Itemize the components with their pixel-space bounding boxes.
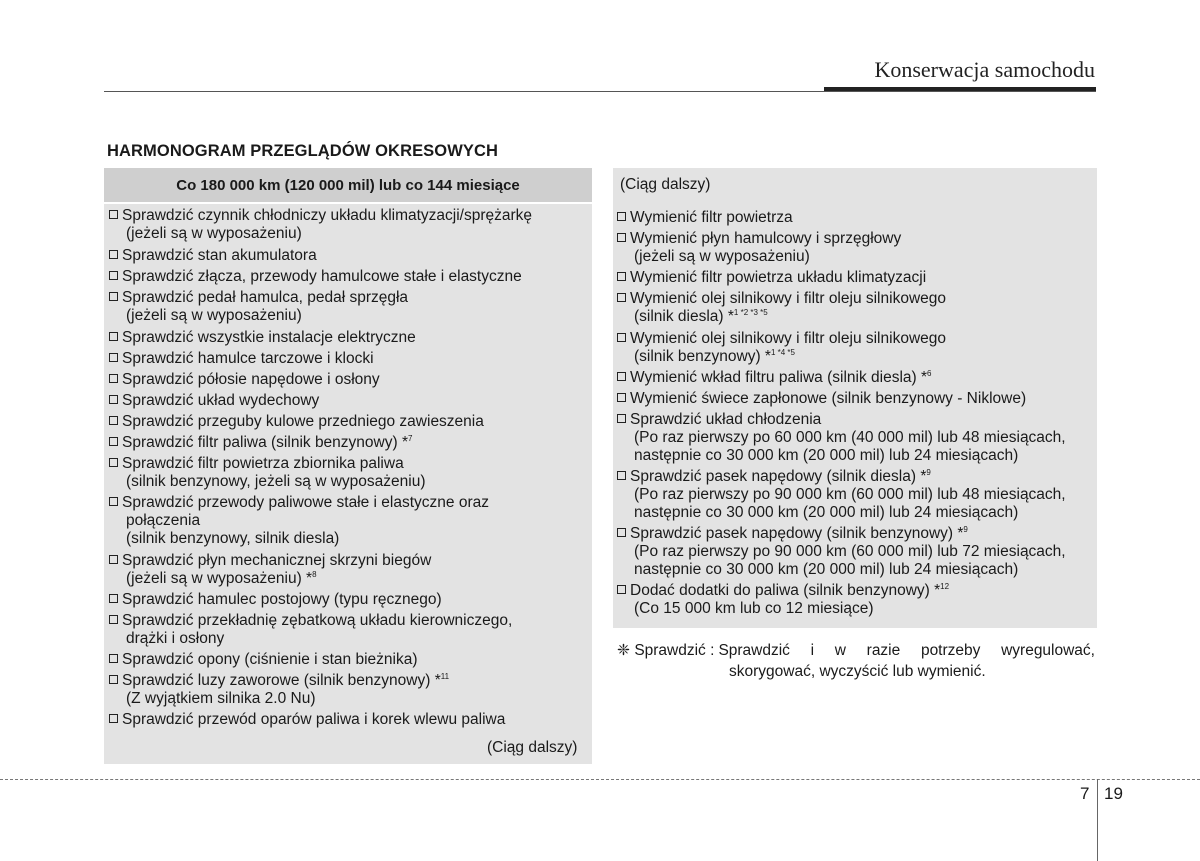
item-text: następnie co 30 000 km (20 000 mil) lub 24 miesiącach): [634, 561, 1019, 578]
item-text: drążki i osłony: [126, 630, 225, 647]
header-rule: [104, 91, 1096, 92]
footnote-ref: 9: [926, 468, 931, 477]
checkbox-icon: [617, 528, 626, 537]
item-text: Sprawdzić złącza, przewody hamulcowe stałe i elastyczne: [122, 268, 522, 285]
checklist-item: [109, 329, 416, 347]
item-text: (Po raz pierwszy po 90 000 km (60 000 mil) lub 48 miesiącach,: [634, 486, 1066, 503]
item-text: (jeżeli są w wyposażeniu): [126, 307, 302, 324]
checkbox-icon: [109, 395, 118, 404]
note-text-cont: skorygować, wyczyścić lub wymienić.: [729, 663, 986, 680]
checkbox-icon: [109, 555, 118, 564]
checklist-item: [109, 455, 426, 491]
item-text: Wymienić filtr powietrza: [630, 209, 793, 226]
item-text: Sprawdzić półosie napędowe i osłony: [122, 371, 380, 388]
checklist-item: [109, 268, 522, 286]
section-heading: HARMONOGRAM PRZEGLĄDÓW OKRESOWYCH: [107, 142, 499, 160]
checklist-item: [109, 494, 489, 548]
checkbox-icon: [617, 393, 626, 402]
checklist-item: [617, 369, 931, 387]
checklist-item: [617, 290, 946, 326]
footnote-ref: 8: [312, 570, 317, 579]
column-header: Co 180 000 km (120 000 mil) lub co 144 miesiące: [104, 168, 592, 202]
checkbox-icon: [617, 585, 626, 594]
item-text: (jeżeli są w wyposażeniu): [126, 225, 302, 242]
checklist-item: [109, 371, 380, 389]
item-text: Wymienić wkład filtru paliwa (silnik diesla) *: [630, 369, 928, 386]
header-divider: [104, 202, 592, 204]
checklist-item: [617, 269, 926, 287]
checklist-item: [109, 651, 418, 669]
checkbox-icon: [109, 292, 118, 301]
item-text: Sprawdzić filtr paliwa (silnik benzynowy) *: [122, 434, 408, 451]
checkbox-icon: [109, 594, 118, 603]
checklist-item: [109, 591, 442, 609]
checkbox-icon: [617, 333, 626, 342]
item-text: Sprawdzić przewód oparów paliwa i korek wlewu paliwa: [122, 711, 506, 728]
checklist-item: [617, 411, 1066, 465]
checkbox-icon: [109, 416, 118, 425]
checklist-item: [109, 289, 408, 325]
item-text: Wymienić świece zapłonowe (silnik benzynowy - Niklowe): [630, 390, 1027, 407]
item-text: Wymienić olej silnikowy i filtr oleju silnikowego: [630, 290, 946, 307]
item-text: Sprawdzić filtr powietrza zbiornika paliwa: [122, 455, 404, 472]
checklist-item: [109, 672, 449, 708]
checkbox-icon: [617, 372, 626, 381]
checkbox-icon: [617, 272, 626, 281]
item-text: połączenia: [126, 512, 201, 529]
item-text: (Z wyjątkiem silnika 2.0 Nu): [126, 690, 316, 707]
item-text: Wymienić płyn hamulcowy i sprzęgłowy: [630, 230, 902, 247]
item-text: Sprawdzić układ chłodzenia: [630, 411, 822, 428]
item-text: następnie co 30 000 km (20 000 mil) lub 24 miesiącach): [634, 504, 1019, 521]
checklist-item: [109, 207, 532, 243]
note-symbol-icon: ❈: [617, 642, 630, 659]
footnote-ref: 6: [927, 369, 932, 378]
chapter-number: 7: [1080, 784, 1090, 803]
checkbox-icon: [109, 497, 118, 506]
item-text: Wymienić olej silnikowy i filtr oleju silnikowego: [630, 330, 946, 347]
footer-dashed-rule: [0, 779, 1200, 780]
item-text: (silnik diesla) *: [634, 308, 734, 325]
item-text: Sprawdzić hamulec postojowy (typu ręcznego): [122, 591, 442, 608]
checkbox-icon: [109, 675, 118, 684]
checklist-item: [617, 330, 946, 366]
page-number: 19: [1104, 784, 1123, 803]
footnote-ref: 7: [408, 434, 413, 443]
item-text: Sprawdzić czynnik chłodniczy układu klimatyzacji/sprężarkę: [122, 207, 533, 224]
continued-label: (Ciąg dalszy): [487, 739, 578, 756]
footnote-ref: 11: [440, 672, 450, 681]
header-rule-accent: [824, 87, 1096, 91]
checkbox-icon: [617, 233, 626, 242]
footnote-ref: 1 *2 *3 *5: [733, 308, 768, 317]
footer-divider: [1097, 779, 1098, 861]
checkbox-icon: [109, 615, 118, 624]
checkbox-icon: [109, 374, 118, 383]
item-text: (silnik benzynowy, silnik diesla): [126, 530, 340, 547]
item-text: (jeżeli są w wyposażeniu): [634, 248, 810, 265]
checkbox-icon: [617, 414, 626, 423]
checklist-item: [109, 247, 317, 265]
checkbox-icon: [617, 212, 626, 221]
item-text: Sprawdzić stan akumulatora: [122, 247, 317, 264]
running-header-title: Konserwacja samochodu: [874, 57, 1095, 82]
checklist-item: [109, 612, 512, 648]
checklist-item: [109, 350, 374, 368]
item-text: (jeżeli są w wyposażeniu) *: [126, 570, 313, 587]
item-text: (Co 15 000 km lub co 12 miesiące): [634, 600, 874, 617]
checkbox-icon: [109, 271, 118, 280]
checkbox-icon: [109, 332, 118, 341]
checklist-item: [109, 413, 484, 431]
checkbox-icon: [109, 250, 118, 259]
checklist-item: [109, 392, 319, 410]
checklist-item: [109, 711, 505, 729]
checklist-item: [617, 525, 1066, 579]
checkbox-icon: [617, 293, 626, 302]
item-text: Sprawdzić przeguby kulowe przedniego zawieszenia: [122, 413, 484, 430]
item-text: Sprawdzić pedał hamulca, pedał sprzęgła: [122, 289, 409, 306]
footnote-ref: 12: [940, 582, 950, 591]
checklist-item: [617, 468, 1066, 522]
checkbox-icon: [617, 471, 626, 480]
footnote-ref: 1 *4 *5: [770, 348, 795, 357]
checklist-item: [109, 434, 412, 452]
item-text: Sprawdzić przekładnię zębatkową układu kierowniczego,: [122, 612, 513, 629]
checklist-item: [617, 390, 1026, 408]
item-text: Sprawdzić płyn mechanicznej skrzyni biegów: [122, 552, 432, 569]
checkbox-icon: [109, 353, 118, 362]
note: [617, 640, 1095, 682]
note-term: ❈ Sprawdzić :: [617, 642, 715, 659]
item-text: Sprawdzić przewody paliwowe stałe i elastyczne oraz: [122, 494, 489, 511]
item-text: Sprawdzić opony (ciśnienie i stan bieżnika): [122, 651, 418, 668]
item-text: Sprawdzić luzy zaworowe (silnik benzynowy) *: [122, 672, 441, 689]
item-text: Dodać dodatki do paliwa (silnik benzynowy) *: [630, 582, 941, 599]
item-text: (Po raz pierwszy po 60 000 km (40 000 mil) lub 48 miesiącach,: [634, 429, 1066, 446]
checkbox-icon: [109, 714, 118, 723]
item-text: Wymienić filtr powietrza układu klimatyzacji: [630, 269, 927, 286]
item-text: (silnik benzynowy) *: [634, 348, 771, 365]
checklist-item: [617, 582, 949, 618]
item-text: (Po raz pierwszy po 90 000 km (60 000 mil) lub 72 miesiącach,: [634, 543, 1066, 560]
checkbox-icon: [109, 210, 118, 219]
checkbox-icon: [109, 437, 118, 446]
checklist-item: [617, 230, 901, 266]
continued-label: (Ciąg dalszy): [620, 176, 711, 193]
item-text: Sprawdzić wszystkie instalacje elektryczne: [122, 329, 416, 346]
checkbox-icon: [109, 654, 118, 663]
item-text: Sprawdzić układ wydechowy: [122, 392, 320, 409]
item-text: Sprawdzić pasek napędowy (silnik diesla) *: [630, 468, 927, 485]
item-text: (silnik benzynowy, jeżeli są w wyposażeniu): [126, 473, 426, 490]
checkbox-icon: [109, 458, 118, 467]
checklist-item: [109, 552, 431, 588]
footnote-ref: 9: [963, 525, 968, 534]
item-text: Sprawdzić hamulce tarczowe i klocki: [122, 350, 374, 367]
item-text: Sprawdzić pasek napędowy (silnik benzynowy) *: [630, 525, 964, 542]
checklist-item: [617, 209, 793, 227]
item-text: następnie co 30 000 km (20 000 mil) lub 24 miesiącach): [634, 447, 1019, 464]
note-text: Sprawdzić i w razie potrzeby wyregulować,: [718, 642, 1095, 659]
